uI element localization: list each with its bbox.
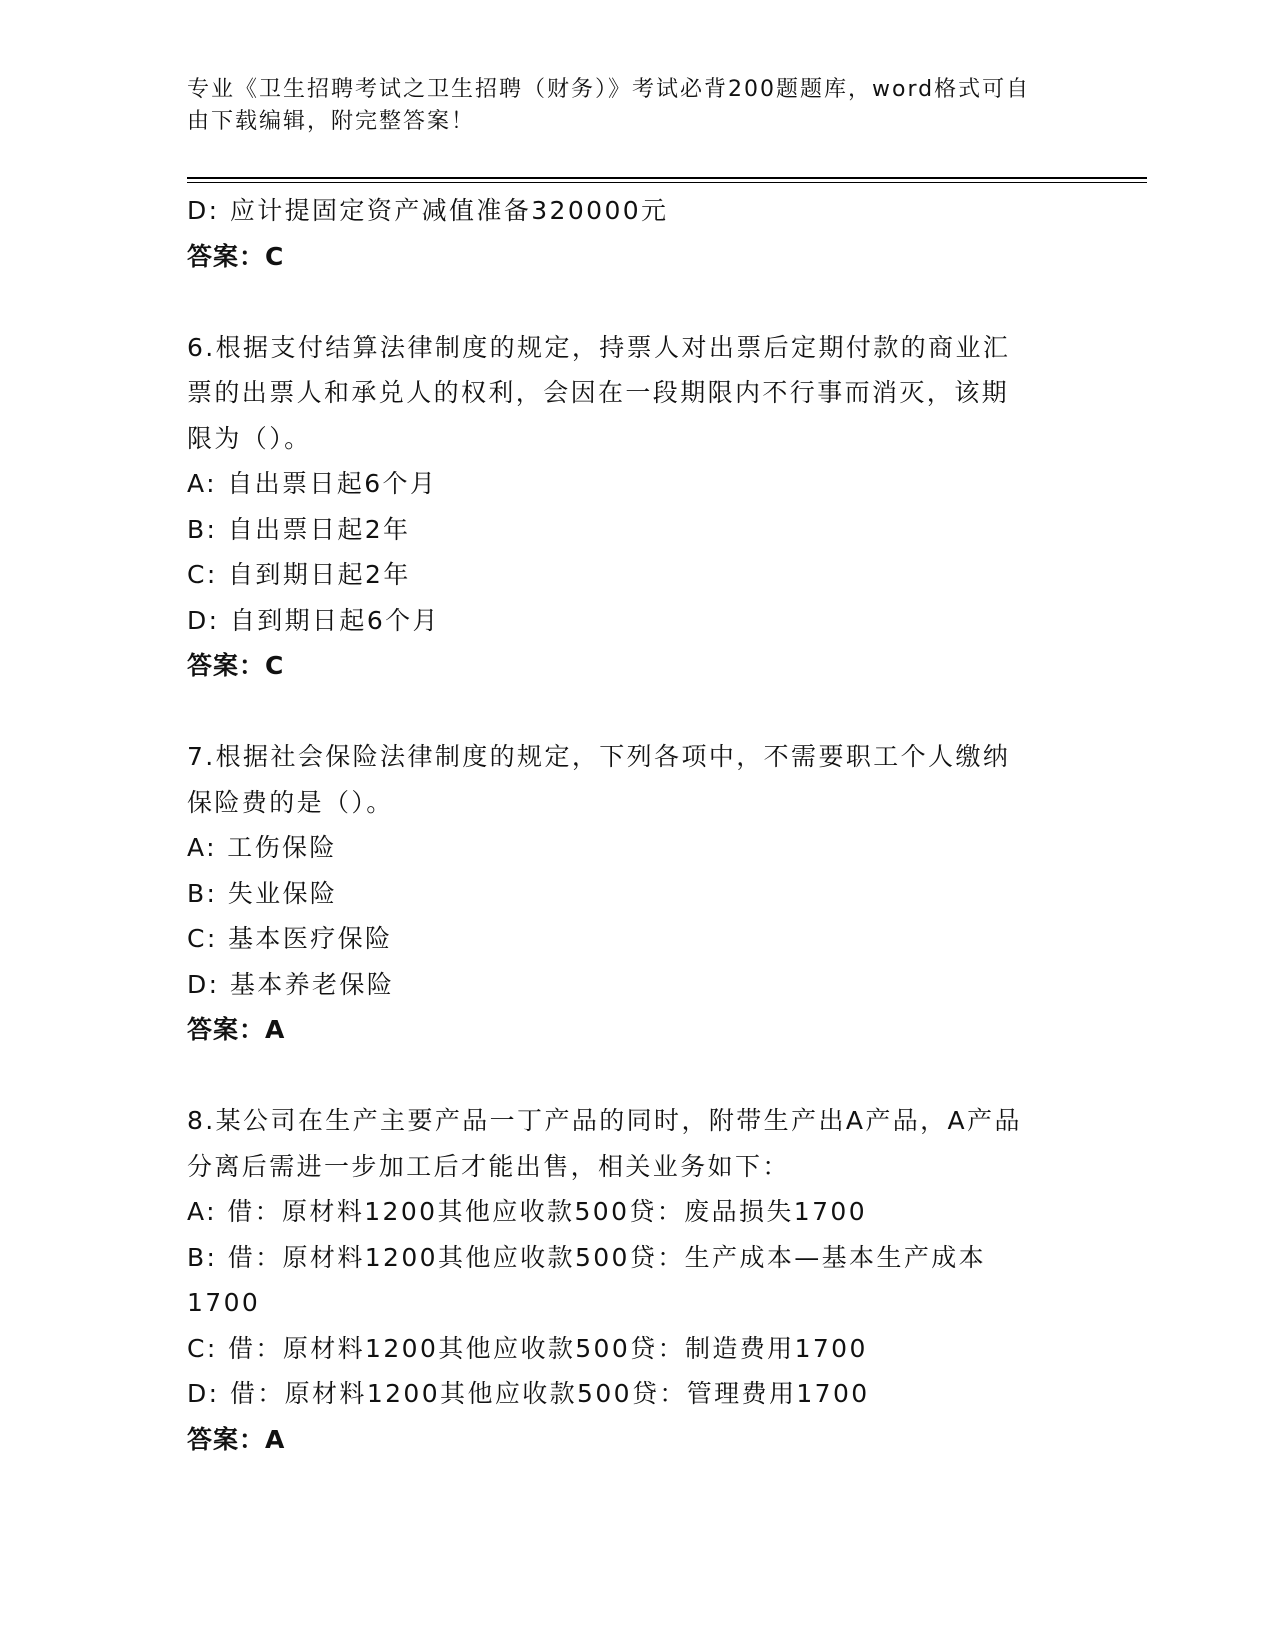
spacer: [187, 279, 1107, 325]
q7-option-c: C: 基本医疗保险: [187, 924, 393, 953]
q8-option-d: D: 借：原材料1200其他应收款500贷：管理费用1700: [187, 1379, 870, 1408]
q8-option-b-line-1: B: 借：原材料1200其他应收款500贷：生产成本—基本生产成本: [187, 1242, 987, 1272]
q6-answer: 答案：C: [187, 651, 285, 680]
spacer: [187, 689, 1107, 735]
question-6: [187, 325, 1107, 689]
q6-option-d: D: 自到期日起6个月: [187, 605, 440, 635]
q6-text-line-1: 6.根据支付结算法律制度的规定，持票人对出票后定期付款的商业汇: [187, 332, 1011, 362]
q8-option-a: A: 借：原材料1200其他应收款500贷：废品损失1700: [187, 1197, 867, 1226]
q8-option-c: C: 借：原材料1200其他应收款500贷：制造费用1700: [187, 1333, 868, 1363]
question-8: [187, 1098, 1107, 1462]
q8-option-b-line-2: 1700: [187, 1288, 261, 1317]
q6-option-a: A: 自出票日起6个月: [187, 469, 438, 498]
prev-answer: 答案：C: [187, 241, 285, 271]
q6-text-line-2: 票的出票人和承兑人的权利，会因在一段期限内不行事而消灭，该期: [187, 378, 1010, 407]
question-7: [187, 734, 1107, 1053]
q7-text-line-1: 7.根据社会保险法律制度的规定，下列各项中，不需要职工个人缴纳: [187, 742, 1011, 771]
q6-text-line-3: 限为（）。: [187, 423, 312, 453]
header-rule-thin: [187, 182, 1147, 183]
q8-text-line-2: 分离后需进一步加工后才能出售，相关业务如下：: [187, 1151, 790, 1181]
header-line-2: 由下载编辑，附完整答案！: [187, 109, 476, 134]
q7-option-b: B: 失业保险: [187, 878, 338, 908]
q7-option-a: A: 工伤保险: [187, 833, 337, 862]
header-line-1: 专业《卫生招聘考试之卫生招聘（财务）》考试必背200题题库，word格式可自: [187, 77, 1031, 102]
document-header: [187, 74, 1067, 138]
question-list: [187, 188, 1107, 1462]
header-rule-thick: [187, 177, 1147, 179]
spacer: [187, 1053, 1107, 1099]
q7-option-d: D: 基本养老保险: [187, 969, 395, 999]
q6-option-c: C: 自到期日起2年: [187, 560, 411, 589]
q7-answer: 答案：A: [187, 1015, 286, 1044]
prev-option-d: D: 应计提固定资产减值准备320000元: [187, 196, 669, 225]
q8-text-line-1: 8.某公司在生产主要产品一丁产品的同时，附带生产出A产品，A产品: [187, 1106, 1022, 1135]
q7-text-line-2: 保险费的是（）。: [187, 787, 394, 817]
q6-option-b: B: 自出票日起2年: [187, 514, 411, 544]
q8-answer: 答案：A: [187, 1424, 286, 1454]
